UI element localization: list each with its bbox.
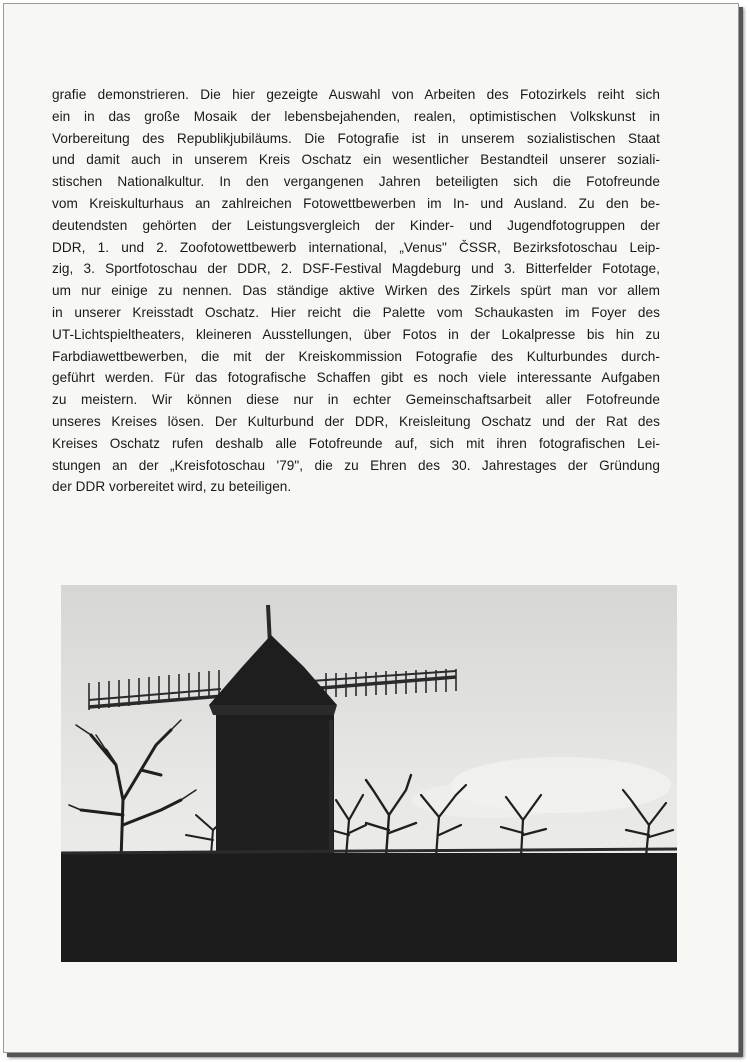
text-line: vom Kreiskulturhaus an zahlreichen Fotowettbewerben im In- und Ausland. Zu den be-	[52, 195, 660, 211]
article-text	[52, 84, 660, 498]
text-line: grafie demonstrieren. Die hier gezeigte Auswahl von Arbeiten des Fotozirkels reiht sich	[52, 87, 660, 102]
text-line: UT-Lichtspieltheaters, kleineren Ausstellungen, über Fotos in der Lokalpresse bis hin zu	[52, 326, 660, 342]
text-line: stischen Nationalkultur. In den vergangenen Jahren beteiligten sich die Fotofreunde	[52, 174, 660, 190]
text-line: ein in das große Mosaik der lebensbejahenden, realen, optimistischen Volkskunst in	[52, 108, 660, 124]
text-line: deutendsten gehörten der Leistungsvergleich der Kinder- und Jugendfotogruppen der	[52, 217, 660, 233]
text-line: und damit auch in unserem Kreis Oschatz ein wesentlicher Bestandteil unserer soziali-	[52, 152, 660, 168]
text-line: DDR, 1. und 2. Zoofotowettbewerb international, „Venus" ČSSR, Bezirksfotoschau Leip-	[52, 239, 660, 255]
document-page	[3, 3, 739, 1053]
text-line: geführt werden. Für das fotografische Schaffen gibt es noch viele interessante Aufgaben	[52, 370, 660, 386]
text-line: um nur einige zu nennen. Das ständige aktive Wirken des Zirkels spürt man vor allem	[52, 283, 660, 299]
text-line: Farbdiawettbewerben, die mit der Kreiskommission Fotografie des Kulturbundes durch-	[52, 348, 660, 364]
text-line: unseres Kreises lösen. Der Kulturbund der DDR, Kreisleitung Oschatz und der Rat des	[52, 413, 660, 429]
ground	[61, 853, 677, 962]
text-line: Kreises Oschatz rufen deshalb alle Fotofreunde auf, sich mit ihren fotografischen Lei-	[52, 435, 660, 451]
windmill-illustration	[61, 585, 677, 962]
text-line: zig, 3. Sportfotoschau der DDR, 2. DSF-Festival Magdeburg und 3. Bitterfelder Fototage,	[52, 261, 660, 277]
text-line: stungen an der „Kreisfotoschau '79", die zu Ehren des 30. Jahrestages der Gründung	[52, 457, 660, 473]
text-line: in unserer Kreisstadt Oschatz. Hier reicht die Palette vom Schaukasten im Foyer des	[52, 304, 660, 320]
text-line: der DDR vorbereitet wird, zu beteiligen.	[52, 479, 292, 495]
windmill-photo	[61, 585, 677, 962]
text-line: zu meistern. Wir können diese nur in echter Gemeinschaftsarbeit aller Fotofreunde	[52, 392, 660, 408]
text-line: Vorbereitung des Republikjubiläums. Die Fotografie ist in unserem sozialistischen Staat	[52, 130, 660, 146]
